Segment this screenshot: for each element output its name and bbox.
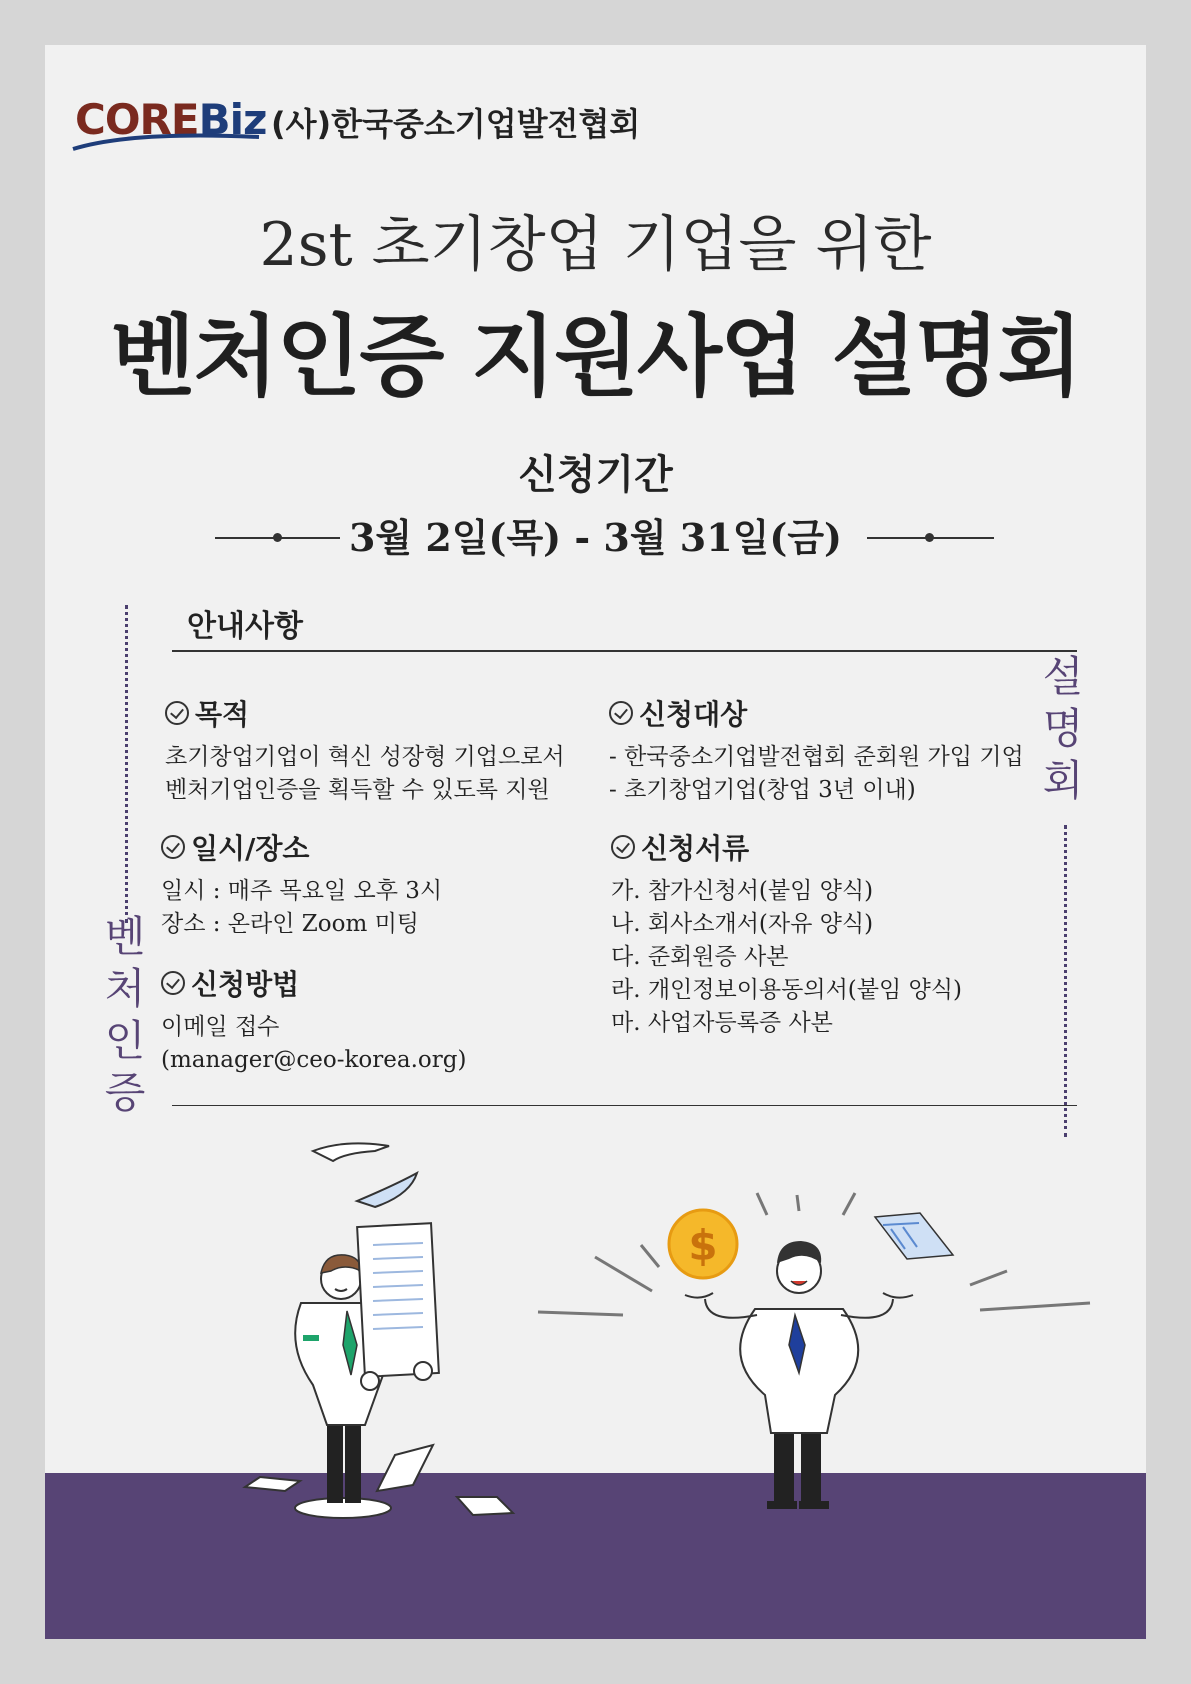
vertical-char: 벤 bbox=[104, 912, 146, 961]
vertical-char: 증 bbox=[104, 1068, 146, 1117]
subtitle: 2st 초기창업 기업을 위한 bbox=[259, 210, 932, 280]
logo-part-core: CORE bbox=[75, 95, 199, 144]
paper-on-floor-icon bbox=[457, 1497, 513, 1515]
documents-line: 가. 참가신청서(붙임 양식) bbox=[611, 878, 874, 904]
documents-line: 다. 준회원증 사본 bbox=[611, 944, 789, 970]
info-heading: 안내사항 bbox=[187, 609, 303, 644]
target-title: 신청대상 bbox=[639, 698, 748, 731]
purpose-title: 목적 bbox=[195, 698, 250, 731]
period-dates: 3월 2일(목) - 3월 31일(금) bbox=[348, 515, 843, 560]
vertical-char: 설 bbox=[1042, 652, 1084, 701]
vertical-char: 인 bbox=[104, 1016, 146, 1065]
method-line: 이메일 접수 bbox=[161, 1014, 280, 1040]
purpose-line: 벤처기업인증을 획득할 수 있도록 지원 bbox=[165, 777, 550, 803]
flying-paper-icon bbox=[357, 1173, 417, 1207]
svg-text:$: $ bbox=[688, 1221, 718, 1270]
documents-line: 나. 회사소개서(자유 양식) bbox=[611, 911, 874, 937]
period-label: 신청기간 bbox=[518, 452, 673, 498]
documents-line: 라. 개인정보이용동의서(붙임 양식) bbox=[611, 977, 962, 1003]
business-illustration bbox=[45, 45, 1146, 1639]
poster bbox=[45, 45, 1146, 1639]
method-email: (manager@ceo-korea.org) bbox=[161, 1047, 467, 1073]
schedule-line: 장소 : 온라인 Zoom 미팅 bbox=[161, 911, 420, 937]
schedule-line: 일시 : 매주 목요일 오후 3시 bbox=[161, 878, 443, 904]
documents-title: 신청서류 bbox=[641, 832, 750, 865]
target-line: - 한국중소기업발전협회 준회원 가입 기업 bbox=[609, 744, 1024, 770]
page-title: 벤처인증 지원사업 설명회 bbox=[110, 304, 1081, 408]
purpose-line: 초기창업기업이 혁신 성장형 기업으로서 bbox=[165, 744, 565, 770]
schedule-title: 일시/장소 bbox=[191, 832, 310, 865]
documents-line: 마. 사업자등록증 사본 bbox=[611, 1010, 833, 1036]
vertical-char: 처 bbox=[104, 964, 146, 1013]
paper-on-floor-icon bbox=[245, 1477, 300, 1491]
right-man-figure bbox=[538, 1193, 1090, 1509]
vertical-char: 회 bbox=[1042, 756, 1084, 805]
org-name: (사)한국중소기업발전협회 bbox=[271, 105, 641, 143]
paper-on-floor-icon bbox=[377, 1445, 433, 1491]
target-line: - 초기창업기업(창업 3년 이내) bbox=[609, 777, 916, 803]
logo-part-biz: Biz bbox=[198, 95, 267, 144]
flying-paper-icon bbox=[313, 1143, 389, 1161]
vertical-char: 명 bbox=[1042, 704, 1084, 753]
method-title: 신청방법 bbox=[191, 968, 300, 1001]
chart-icon bbox=[875, 1213, 953, 1259]
